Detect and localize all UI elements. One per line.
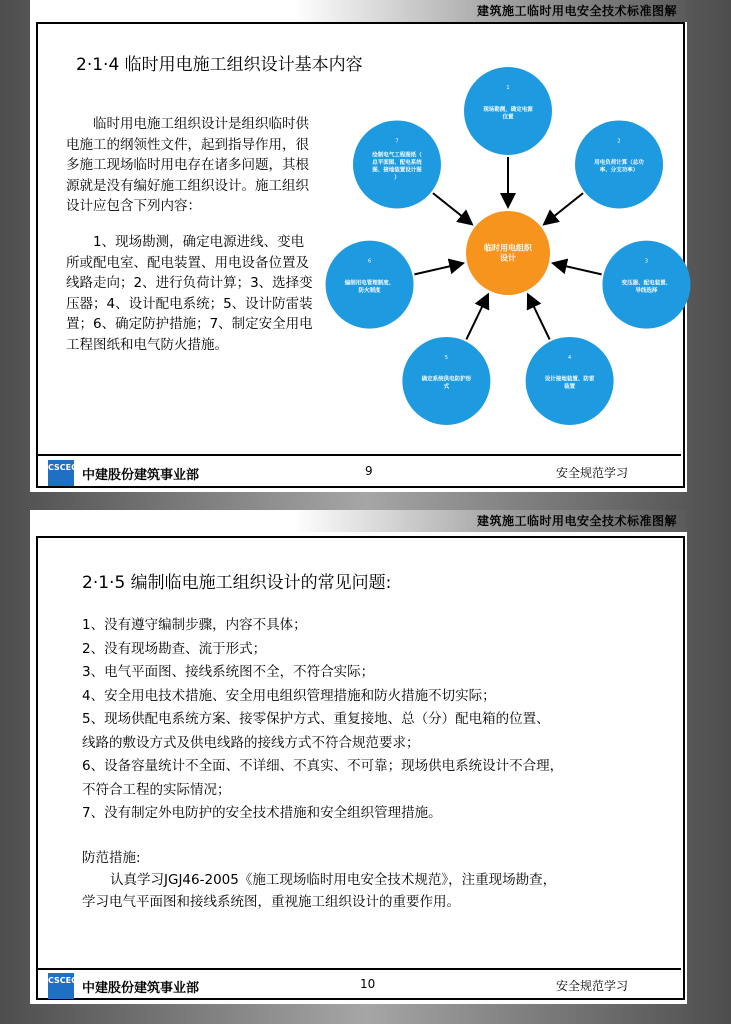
diagram-node-text: 绘制电气工程图纸（ — [372, 152, 422, 159]
diagram-node-text: 用电负荷计算（总功 — [594, 160, 644, 167]
diagram-arrow — [555, 264, 602, 275]
content-list-paragraph: 1、现场勘测，确定电源进线、变电所或配电室、配电装置、用电设备位置及线路走向；2、进行负荷计算；3、选择变压器；4、设计配电系统；5、设计防雷装置；6、确定防护措施；7、制定安全用电工程图纸和电气防火措施。 — [66, 234, 313, 353]
slide-header-bar — [30, 0, 687, 22]
diagram-node-text: 现场勘测，确定电源 — [483, 106, 533, 113]
footer-organization: 中建股份建筑事业部 — [82, 981, 200, 996]
diagram-node-text: 防火制度 — [358, 287, 381, 294]
diagram-arrow — [433, 193, 471, 223]
diagram-node-number: 2 — [617, 138, 621, 145]
diagram-node-text: 导线选择 — [635, 287, 658, 294]
slide-header-bar — [30, 510, 687, 532]
measures-title: 防范措施: — [82, 850, 141, 866]
list-item: 5、现场供配电系统方案、接零保护方式、重复接地、总（分）配电箱的位置、 — [82, 711, 550, 727]
slide-header-title: 建筑施工临时用电安全技术标准图解 — [476, 4, 677, 18]
list-item: 1、没有遵守编制步骤，内容不具体； — [82, 617, 307, 633]
diagram-arrow — [529, 296, 550, 339]
measures-line: 认真学习JGJ46-2005《施工现场临时用电安全技术规范》，注重现场勘查， — [110, 872, 557, 888]
diagram-node-text: 编制用电管理制度、 — [344, 280, 395, 287]
cscec-logo: CSCEC — [48, 973, 74, 999]
diagram-node-text: 设计 — [500, 253, 516, 263]
diagram-node-text: 总平面图、配电系统 — [372, 160, 422, 167]
diagram-node-number: 7 — [395, 138, 399, 145]
diagram-node-text: 变压器、配电装置、 — [621, 280, 672, 287]
list-item: 7、没有制定外电防护的安全技术措施和安全组织管理措施。 — [82, 805, 442, 821]
diagram-node-text: ） — [394, 175, 400, 182]
footer-divider — [36, 968, 681, 970]
section-title: 2·1·5 编制临电施工组织设计的常见问题: — [82, 573, 392, 593]
diagram-arrow — [414, 264, 461, 275]
page-number: 9 — [365, 464, 373, 478]
list-item: 4、安全用电技术措施、安全用电组织管理措施和防火措施不切实际； — [82, 687, 496, 704]
diagram-arrow — [466, 296, 487, 339]
footer-organization: 中建股份建筑事业部 — [82, 468, 200, 483]
diagram-arrow — [546, 193, 584, 223]
list-item: 线路的敷设方式及供电线路的接线方式不符合规范要求； — [82, 734, 420, 751]
diagram-node-text: 装置 — [564, 384, 576, 391]
list-item: 6、设备容量统计不全面、不详细、不真实、不可靠；现场供电系统设计不合理， — [82, 758, 564, 774]
footer-right-label: 安全规范学习 — [556, 466, 629, 480]
footer-divider — [36, 454, 681, 456]
cscec-logo: CSCEC — [48, 460, 74, 486]
list-item: 2、没有现场勘查、流于形式； — [82, 640, 267, 657]
list-item: 不符合工程的实际情况； — [82, 781, 231, 798]
design-content-diagram — [320, 78, 672, 430]
diagram-node-number: 5 — [444, 354, 448, 361]
diagram-node-text: 位置 — [502, 114, 514, 121]
diagram-node-number: 4 — [568, 354, 572, 361]
diagram-node-number: 6 — [367, 258, 372, 265]
diagram-node-number: 3 — [644, 258, 649, 265]
section-title: 2·1·4 临时用电施工组织设计基本内容 — [76, 55, 363, 75]
diagram-node-text: 图、接地装置设计图 — [372, 167, 422, 174]
page-number: 10 — [360, 977, 376, 991]
intro-paragraph: 临时用电施工组织设计是组织临时供电施工的纲领性文件，起到指导作用，很多施工现场临时用电存在诸多问题，其根源就是没有编好施工组织设计。施工组织设计应包含下列内容： — [66, 116, 309, 214]
diagram-node-text: 设计接地装置、防雷 — [544, 376, 595, 383]
measures-line: 学习电气平面图和接线系统图，重视施工组织设计的重要作用。 — [82, 894, 460, 910]
slide-page-9 — [30, 0, 687, 492]
diagram-node-text: 式 — [443, 384, 450, 391]
diagram-node-text: 确定系统供电防护形 — [421, 376, 472, 383]
diagram-node-text: 率、分支功率） — [599, 167, 639, 174]
footer-right-label: 安全规范学习 — [556, 979, 629, 993]
diagram-node-text: 临时用电组织 — [484, 243, 532, 253]
slide-page-10 — [30, 510, 687, 1004]
problem-list — [82, 614, 672, 826]
slide-header-title: 建筑施工临时用电安全技术标准图解 — [476, 514, 677, 528]
diagram-node-number: 1 — [506, 85, 510, 91]
list-item: 3、电气平面图、接线系统图不全，不符合实际； — [82, 664, 375, 680]
